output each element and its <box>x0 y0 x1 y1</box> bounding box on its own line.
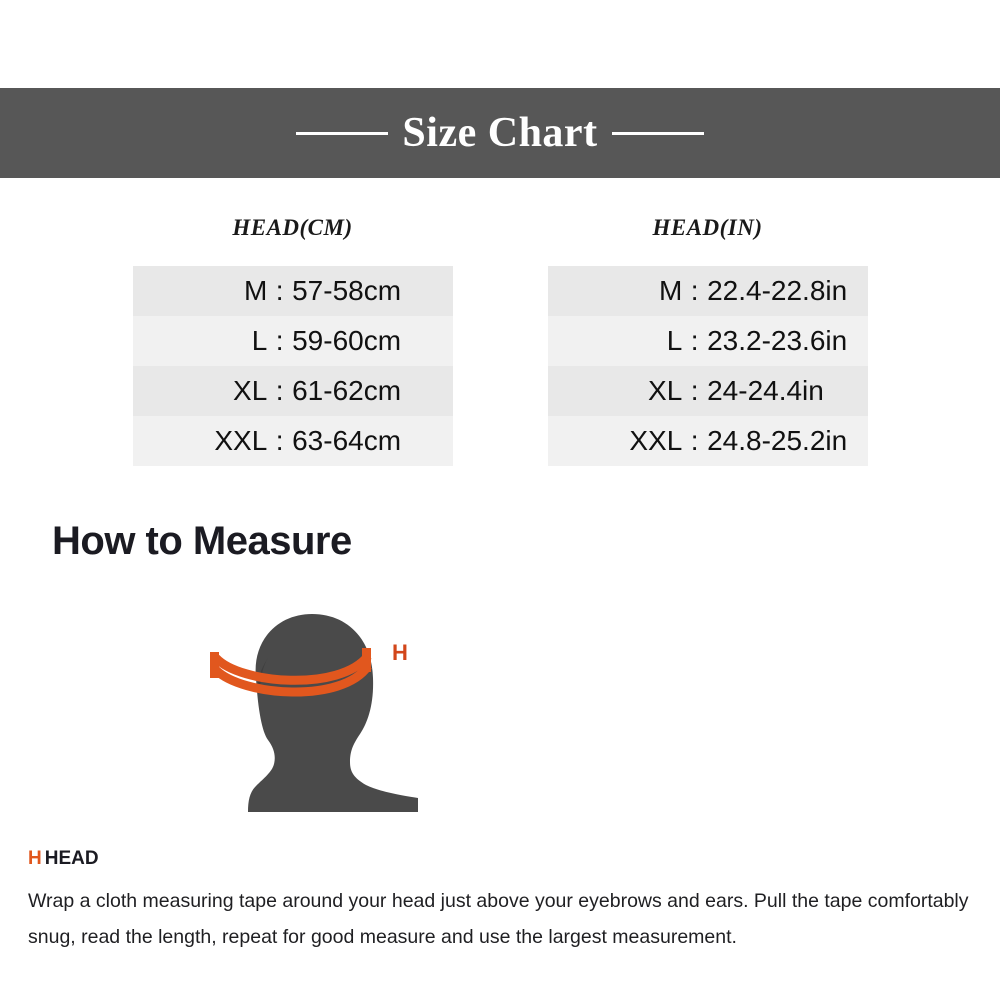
cell-size: L <box>133 316 274 366</box>
cell-separator: : <box>688 366 701 416</box>
table-row <box>548 266 868 316</box>
head-silhouette-illustration <box>200 600 490 820</box>
cell-value: 63-64cm <box>286 416 452 466</box>
cell-value: 57-58cm <box>286 266 452 316</box>
cell-separator: : <box>688 266 701 316</box>
how-to-measure-title: How to Measure <box>52 519 352 563</box>
figure-h-label: H <box>392 640 408 665</box>
cell-separator: : <box>273 316 286 366</box>
size-tables-container <box>0 215 1000 466</box>
cell-value: 23.2-23.6in <box>701 316 867 366</box>
table-row <box>133 416 453 466</box>
cell-size: M <box>133 266 274 316</box>
cell-separator: : <box>273 416 286 466</box>
cell-size: M <box>548 266 689 316</box>
cell-value: 24-24.4in <box>701 366 867 416</box>
header-left-rule-icon <box>296 132 388 135</box>
table-cm <box>133 266 453 466</box>
size-chart-header-banner <box>0 88 1000 178</box>
table-caption-in: HEAD(IN) <box>652 215 763 240</box>
cell-size: XXL <box>548 416 689 466</box>
cell-size: XXL <box>133 416 274 466</box>
header-inner <box>296 109 703 157</box>
cell-separator: : <box>688 316 701 366</box>
table-row <box>133 366 453 416</box>
table-row <box>133 316 453 366</box>
table-row <box>548 316 868 366</box>
description-label: HEAD <box>44 848 99 869</box>
cell-size: XL <box>548 366 689 416</box>
cell-separator: : <box>273 366 286 416</box>
cell-value: 61-62cm <box>286 366 452 416</box>
measurement-description <box>28 848 978 955</box>
description-heading <box>28 848 978 870</box>
h-accent-mark: H <box>28 848 42 869</box>
table-row <box>548 416 868 466</box>
cell-size: XL <box>133 366 274 416</box>
cell-size: L <box>548 316 689 366</box>
size-table-head-in <box>548 215 868 466</box>
table-caption-cm: HEAD(CM) <box>232 215 353 240</box>
table-row <box>548 366 868 416</box>
header-right-rule-icon <box>612 132 704 135</box>
table-row <box>133 266 453 316</box>
cell-value: 22.4-22.8in <box>701 266 867 316</box>
cell-separator: : <box>273 266 286 316</box>
size-table-head-cm <box>133 215 453 466</box>
description-text: Wrap a cloth measuring tape around your head just above your eyebrows and ears. Pull the tape comfortably snug, read the length, repeat for good measure and use the largest measurement. <box>28 890 969 949</box>
table-in <box>548 266 868 466</box>
page-title: Size Chart <box>402 110 598 156</box>
cell-separator: : <box>688 416 701 466</box>
cell-value: 24.8-25.2in <box>701 416 867 466</box>
cell-value: 59-60cm <box>286 316 452 366</box>
